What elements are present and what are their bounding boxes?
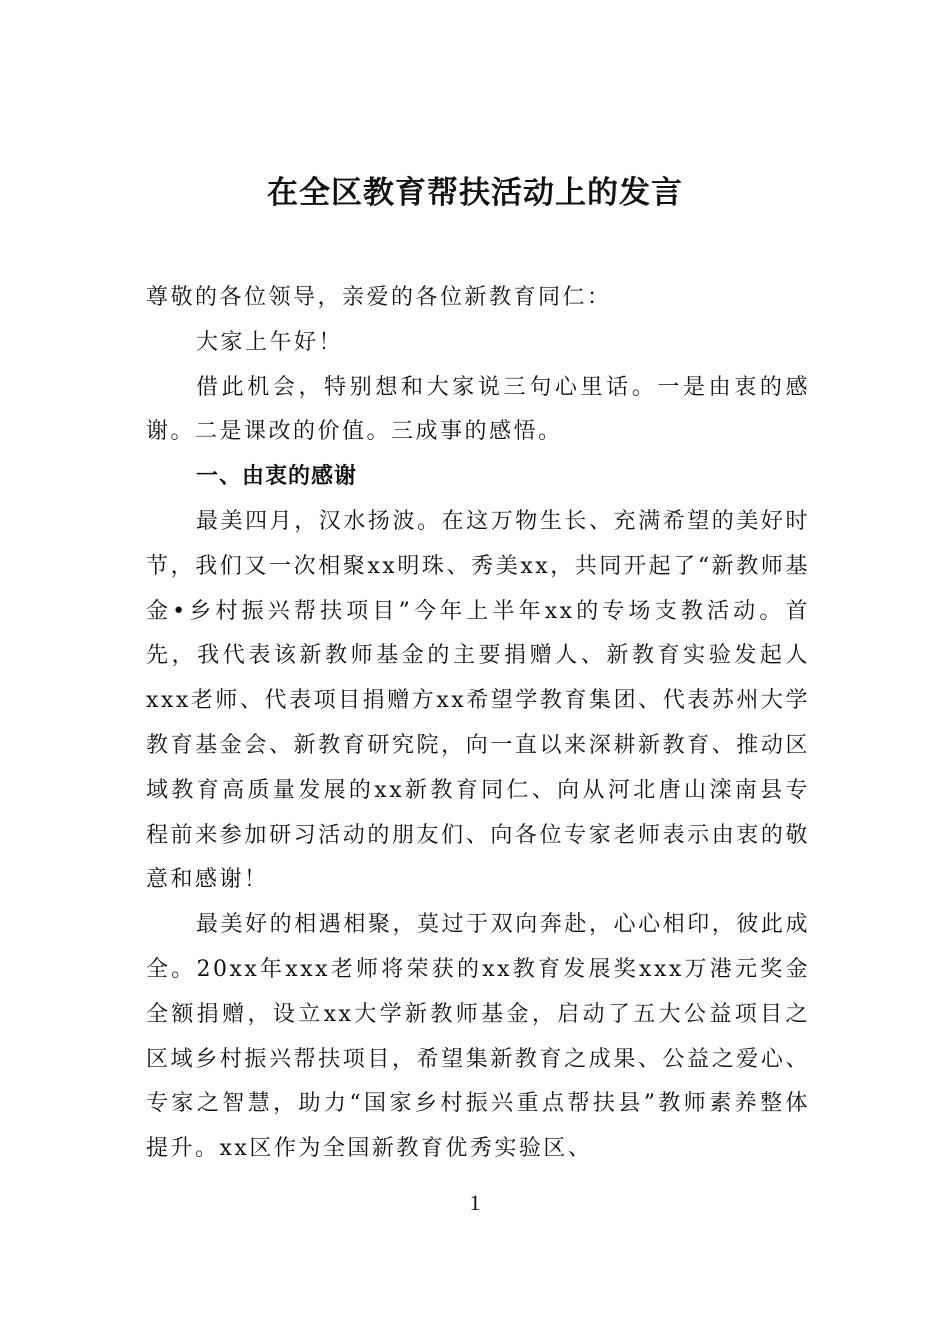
document-body: [146, 276, 810, 1172]
document-title: 在全区教育帮扶活动上的发言: [267, 175, 683, 211]
greeting: 大家上午好！: [196, 329, 344, 355]
body-paragraph-1: 最美四月，汉水扬波。在这万物生长、充满希望的美好时节，我们又一次相聚xx明珠、秀美xx，共同开起了“新教师基金•乡村振兴帮扶项目”今年上半年xx的专场支教活动。首先，我代表该新教师基金的主要捐赠人、新教育实验发起人xxx老师、代表项目捐赠方xx希望学教育集团、代表苏州大学教育基金会、新教育研究院，向一直以来深耕新教育、推动区域教育高质量发展的xx新教育同仁、向从河北唐山滦南县专程前来参加研习活动的朋友们、向各位专家老师表示由衷的敬意和感谢！: [146, 508, 810, 893]
section-heading: 一、由衷的感谢: [196, 464, 358, 490]
page-number: 1: [469, 1190, 481, 1215]
body-paragraph-2: 最美好的相遇相聚，莫过于双向奔赴，心心相印，彼此成全。20xx年xxx老师将荣获的xx教育发展奖xxx万港元奖金全额捐赠，设立xx大学新教师基金，启动了五大公益项目之区域乡村振兴帮扶项目，希望集新教育之成果、公益之爱心、专家之智慧，助力“国家乡村振兴重点帮扶县”教师素养整体提升。xx区作为全国新教育优秀实验区、: [146, 912, 810, 1162]
salutation: 尊敬的各位领导，亲爱的各位新教育同仁：: [146, 285, 612, 310]
intro-paragraph: 借此机会，特别想和大家说三句心里话。一是由衷的感谢。二是课改的价值。三成事的感悟。: [146, 374, 810, 445]
